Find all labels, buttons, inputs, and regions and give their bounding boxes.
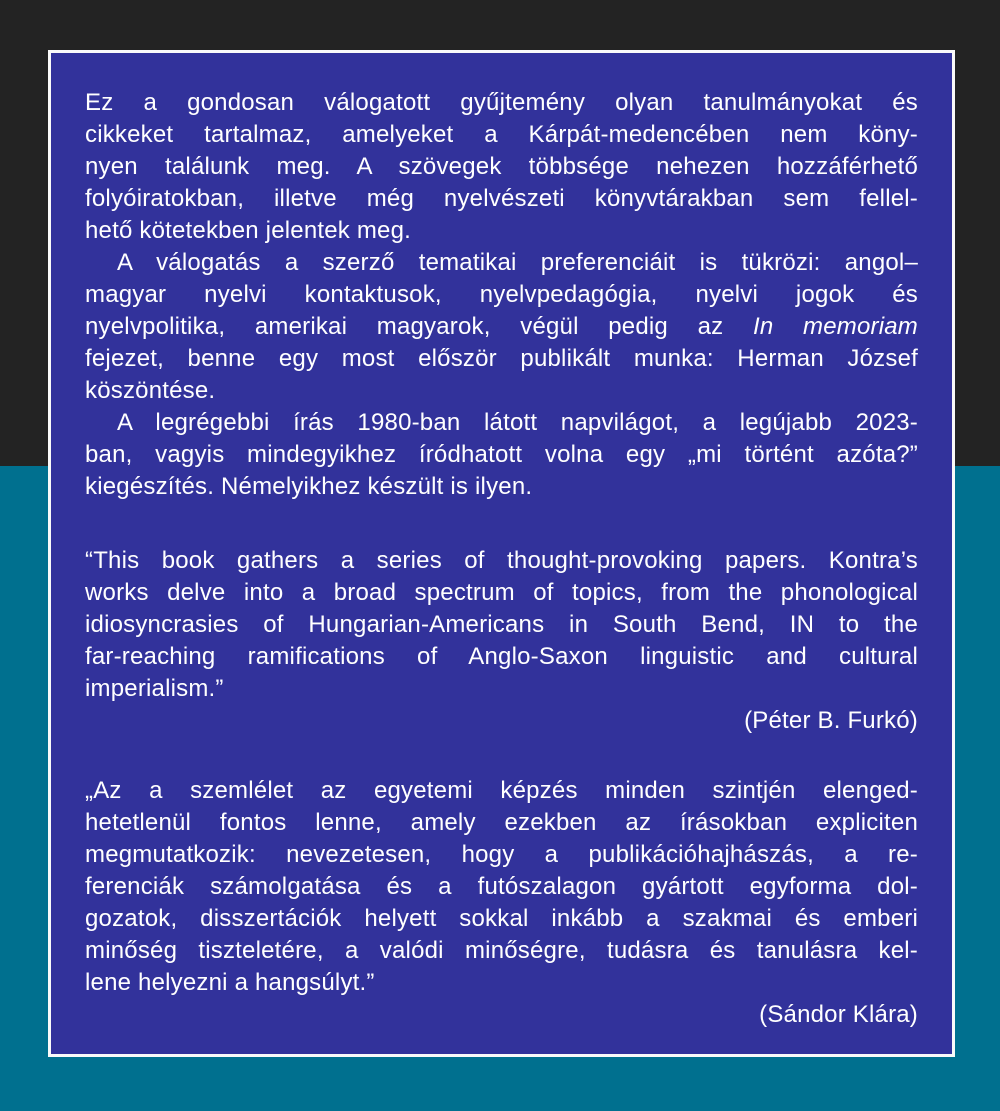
quote-attribution: (Sándor Klára) (759, 1001, 918, 1028)
text-line: fejezet, benne egy most először publikált munka: Herman József (85, 345, 918, 372)
text-line: idiosyncrasies of Hungarian-Americans in South Bend, IN to the (85, 611, 918, 638)
quote-hungarian (85, 775, 918, 1031)
text-line: lene helyezni a hangsúlyt.” (85, 969, 375, 996)
text-line: magyar nyelvi kontaktusok, nyelvpedagógia, nyelvi jogok és (85, 281, 918, 308)
paragraph-availability (85, 87, 918, 247)
italic-title: In memoriam (753, 313, 918, 340)
text-line: folyóiratokban, illetve még nyelvészeti könyvtárakban sem fellel- (85, 185, 918, 212)
text-line: A válogatás a szerző tematikai preferenciáit is tükrözi: angol– (117, 249, 918, 276)
cover-text (85, 87, 918, 1031)
paragraph-dates (85, 407, 918, 503)
text-line: hetetlenül fontos lenne, amely ezekben az írásokban expliciten (85, 809, 918, 836)
back-cover-panel (48, 50, 955, 1057)
text-line: megmutatkozik: nevezetesen, hogy a publikációhajhászás, a re- (85, 841, 918, 868)
text-line: nyen találunk meg. A szövegek többsége nehezen hozzáférhető (85, 153, 918, 180)
text-segment: nyelvpolitika, amerikai magyarok, végül pedig az (85, 313, 753, 340)
text-line: works delve into a broad spectrum of topics, from the phonological (85, 579, 918, 606)
quote-attribution: (Péter B. Furkó) (744, 707, 918, 734)
text-line: cikkeket tartalmaz, amelyeket a Kárpát-medencében nem köny- (85, 121, 918, 148)
text-line: „Az a szemlélet az egyetemi képzés minden szintjén elenged- (85, 777, 918, 804)
text-line (85, 311, 918, 343)
text-line: imperialism.” (85, 675, 224, 702)
text-line: “This book gathers a series of thought-provoking papers. Kontra’s (85, 547, 918, 574)
text-line: hető kötetekben jelentek meg. (85, 217, 412, 244)
paragraph-selection (85, 247, 918, 407)
quote-english (85, 545, 918, 737)
text-line: A legrégebbi írás 1980-ban látott napvilágot, a legújabb 2023- (117, 409, 918, 436)
text-line: kiegészítés. Némelyikhez készült is ilyen. (85, 473, 533, 500)
text-line: ferenciák számolgatása és a futószalagon gyártott egyforma dol- (85, 873, 918, 900)
text-line: Ez a gondosan válogatott gyűjtemény olyan tanulmányokat és (85, 89, 918, 116)
text-line: köszöntése. (85, 377, 216, 404)
text-line: far-reaching ramifications of Anglo-Saxon linguistic and cultural (85, 643, 918, 670)
text-line: ban, vagyis mindegyikhez íródhatott volna egy „mi történt azóta?” (85, 441, 918, 468)
text-line: minőség tiszteletére, a valódi minőségre, tudásra és tanulásra kel- (85, 937, 918, 964)
text-line: gozatok, disszertációk helyett sokkal inkább a szakmai és emberi (85, 905, 918, 932)
